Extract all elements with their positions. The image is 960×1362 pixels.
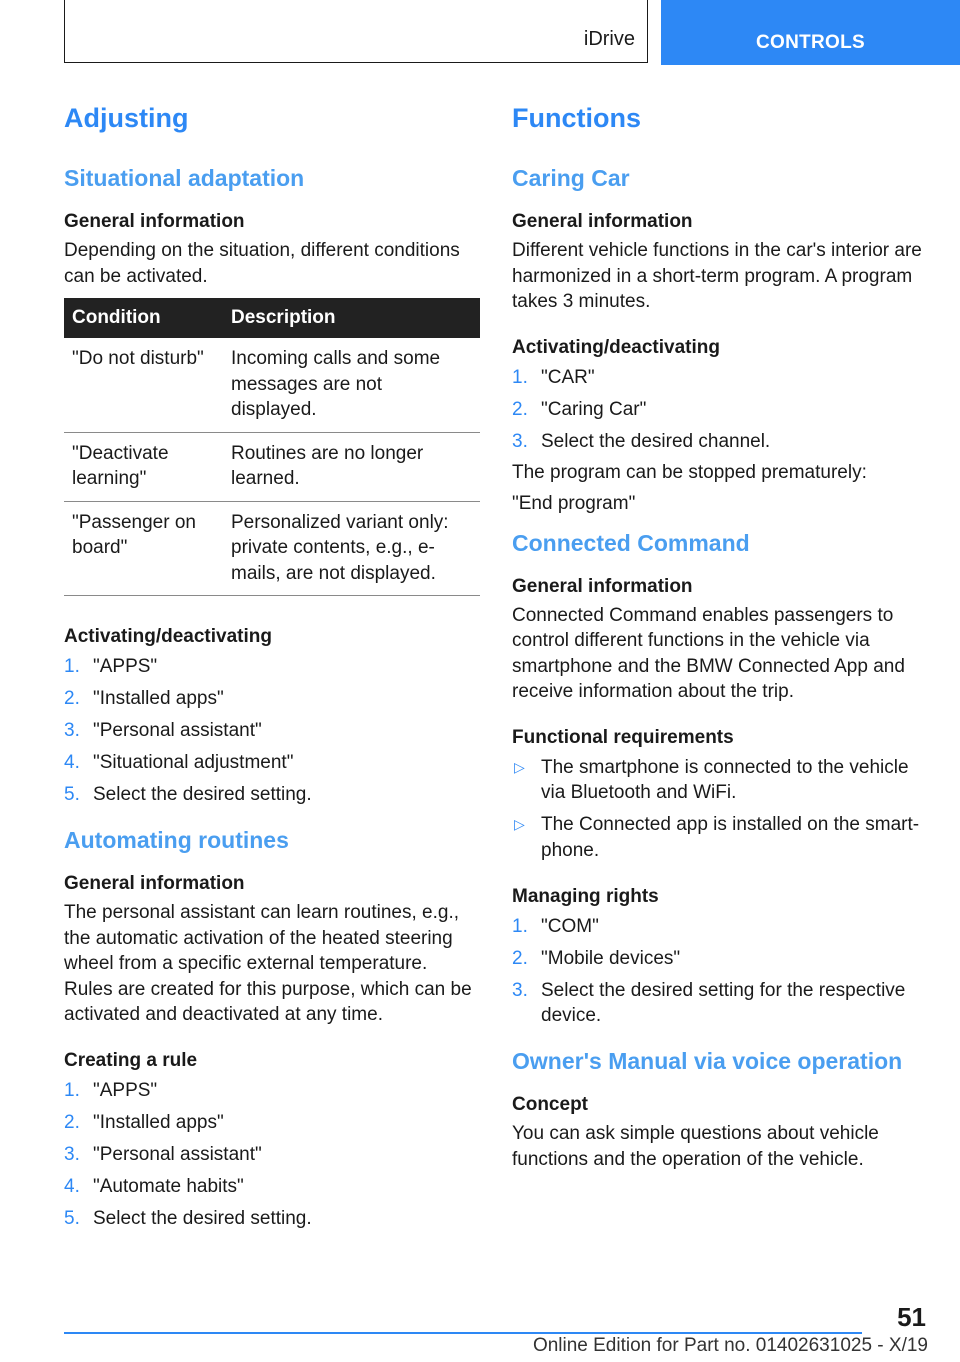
subheading-general-information: General information	[64, 873, 245, 894]
section-title: iDrive	[583, 28, 635, 50]
list-item: 2. "Caring Car"	[512, 398, 647, 420]
heading-situational-adaptation: Situational adaptation	[64, 165, 305, 191]
table-row	[64, 338, 480, 432]
list-item: 3. Select the desired setting for the respective device.	[512, 979, 906, 1026]
steps-list	[512, 365, 928, 455]
list-item: 2. "Installed apps"	[64, 1111, 224, 1133]
left-column	[64, 100, 480, 1238]
subheading-functional-requirements: Functional requirements	[512, 726, 734, 748]
triangle-bullet-icon: ▷	[514, 816, 525, 832]
paragraph: The program can be stopped prematurely:	[512, 461, 867, 483]
subheading-activating: Activating/deactivating	[512, 336, 720, 358]
tab-controls[interactable]	[661, 0, 960, 65]
heading-functions: Functions	[512, 103, 641, 133]
list-item: 3. "Personal assistant"	[64, 720, 262, 741]
steps-list	[64, 1078, 480, 1232]
heading-owners-manual-voice: Owner's Manual via voice operation	[512, 1048, 903, 1074]
table-cell: Incoming calls and some messages are not displayed.	[223, 338, 480, 432]
list-item: 2. "Installed apps"	[64, 688, 224, 709]
subheading-general-information: General information	[512, 211, 693, 232]
heading-adjusting: Adjusting	[64, 103, 189, 133]
tab-controls-label: CONTROLS	[755, 32, 865, 53]
subheading-general-information: General information	[64, 211, 245, 232]
list-item: 2. "Mobile devices"	[512, 947, 681, 969]
footer-edition: Online Edition for Part no. 01402631025 - X/19	[532, 1335, 928, 1356]
table-row	[64, 432, 480, 501]
paragraph: The personal assistant can learn routines, e.g., the automatic activation of the heated steering wheel from a specific external temperature. Rules are created for this purpose, which can be activated and deactivated at any time.	[64, 902, 472, 1025]
list-item: 1. "APPS"	[64, 656, 158, 677]
steps-list	[512, 914, 928, 1029]
steps-list	[64, 654, 480, 808]
list-item: ▷ The Connected app is installed on the smart-phone.	[514, 814, 920, 861]
subheading-general-information: General information	[512, 575, 693, 597]
table-cell: "Deactivate learning"	[64, 432, 223, 501]
table-cell: Routines are no longer learned.	[223, 432, 480, 501]
list-item: 4. "Situational adjustment"	[64, 752, 294, 773]
paragraph: Depending on the situation, different conditions can be activated.	[64, 240, 460, 287]
subheading-managing-rights: Managing rights	[512, 885, 659, 907]
triangle-bullet-icon: ▷	[514, 758, 525, 775]
table-cell: Personalized variant only: private contents, e.g., e-mails, are not displayed.	[223, 501, 480, 596]
table-row	[64, 501, 480, 596]
list-item: 1. "APPS"	[64, 1079, 158, 1101]
paragraph: "End program"	[512, 493, 636, 514]
heading-connected-command: Connected Command	[512, 529, 750, 556]
table-header-row	[64, 298, 480, 338]
subheading-concept: Concept	[512, 1094, 588, 1115]
page-number: 51	[897, 1302, 926, 1332]
table-header-cell: Description	[223, 298, 480, 338]
paragraph: Connected Command enables passengers to control different functions in the vehicle via smartphone and the BMW Connected App and receive information about the trip.	[512, 604, 905, 702]
conditions-table	[64, 298, 480, 596]
table-cell: "Do not disturb"	[64, 338, 223, 432]
list-item: 3. "Personal assistant"	[64, 1143, 262, 1165]
list-item: 5. Select the desired setting.	[64, 784, 312, 805]
table-cell: "Passenger on board"	[64, 501, 223, 596]
table-header-cell: Condition	[64, 298, 223, 338]
paragraph: You can ask simple questions about vehicle functions and the operation of the vehicle.	[512, 1123, 879, 1170]
list-item: 1. "CAR"	[512, 366, 595, 388]
heading-automating-routines: Automating routines	[64, 827, 289, 853]
heading-caring-car: Caring Car	[512, 165, 630, 191]
list-item: 4. "Automate habits"	[64, 1175, 244, 1197]
requirements-list	[512, 755, 928, 864]
header-box	[64, 0, 648, 63]
list-item: ▷ The smartphone is connected to the vehicle via Bluetooth and WiFi.	[514, 756, 909, 803]
list-item: 5. Select the desired setting.	[64, 1207, 312, 1229]
subheading-activating: Activating/deactivating	[64, 626, 272, 647]
subheading-creating-rule: Creating a rule	[64, 1049, 198, 1071]
list-item: 1. "COM"	[512, 915, 599, 937]
list-item: 3. Select the desired channel.	[512, 430, 771, 452]
paragraph: Different vehicle functions in the car's interior are harmonized in a short-term program. A program takes 3 minutes.	[512, 240, 922, 312]
footer-divider	[64, 1332, 862, 1334]
right-column	[512, 100, 928, 1172]
